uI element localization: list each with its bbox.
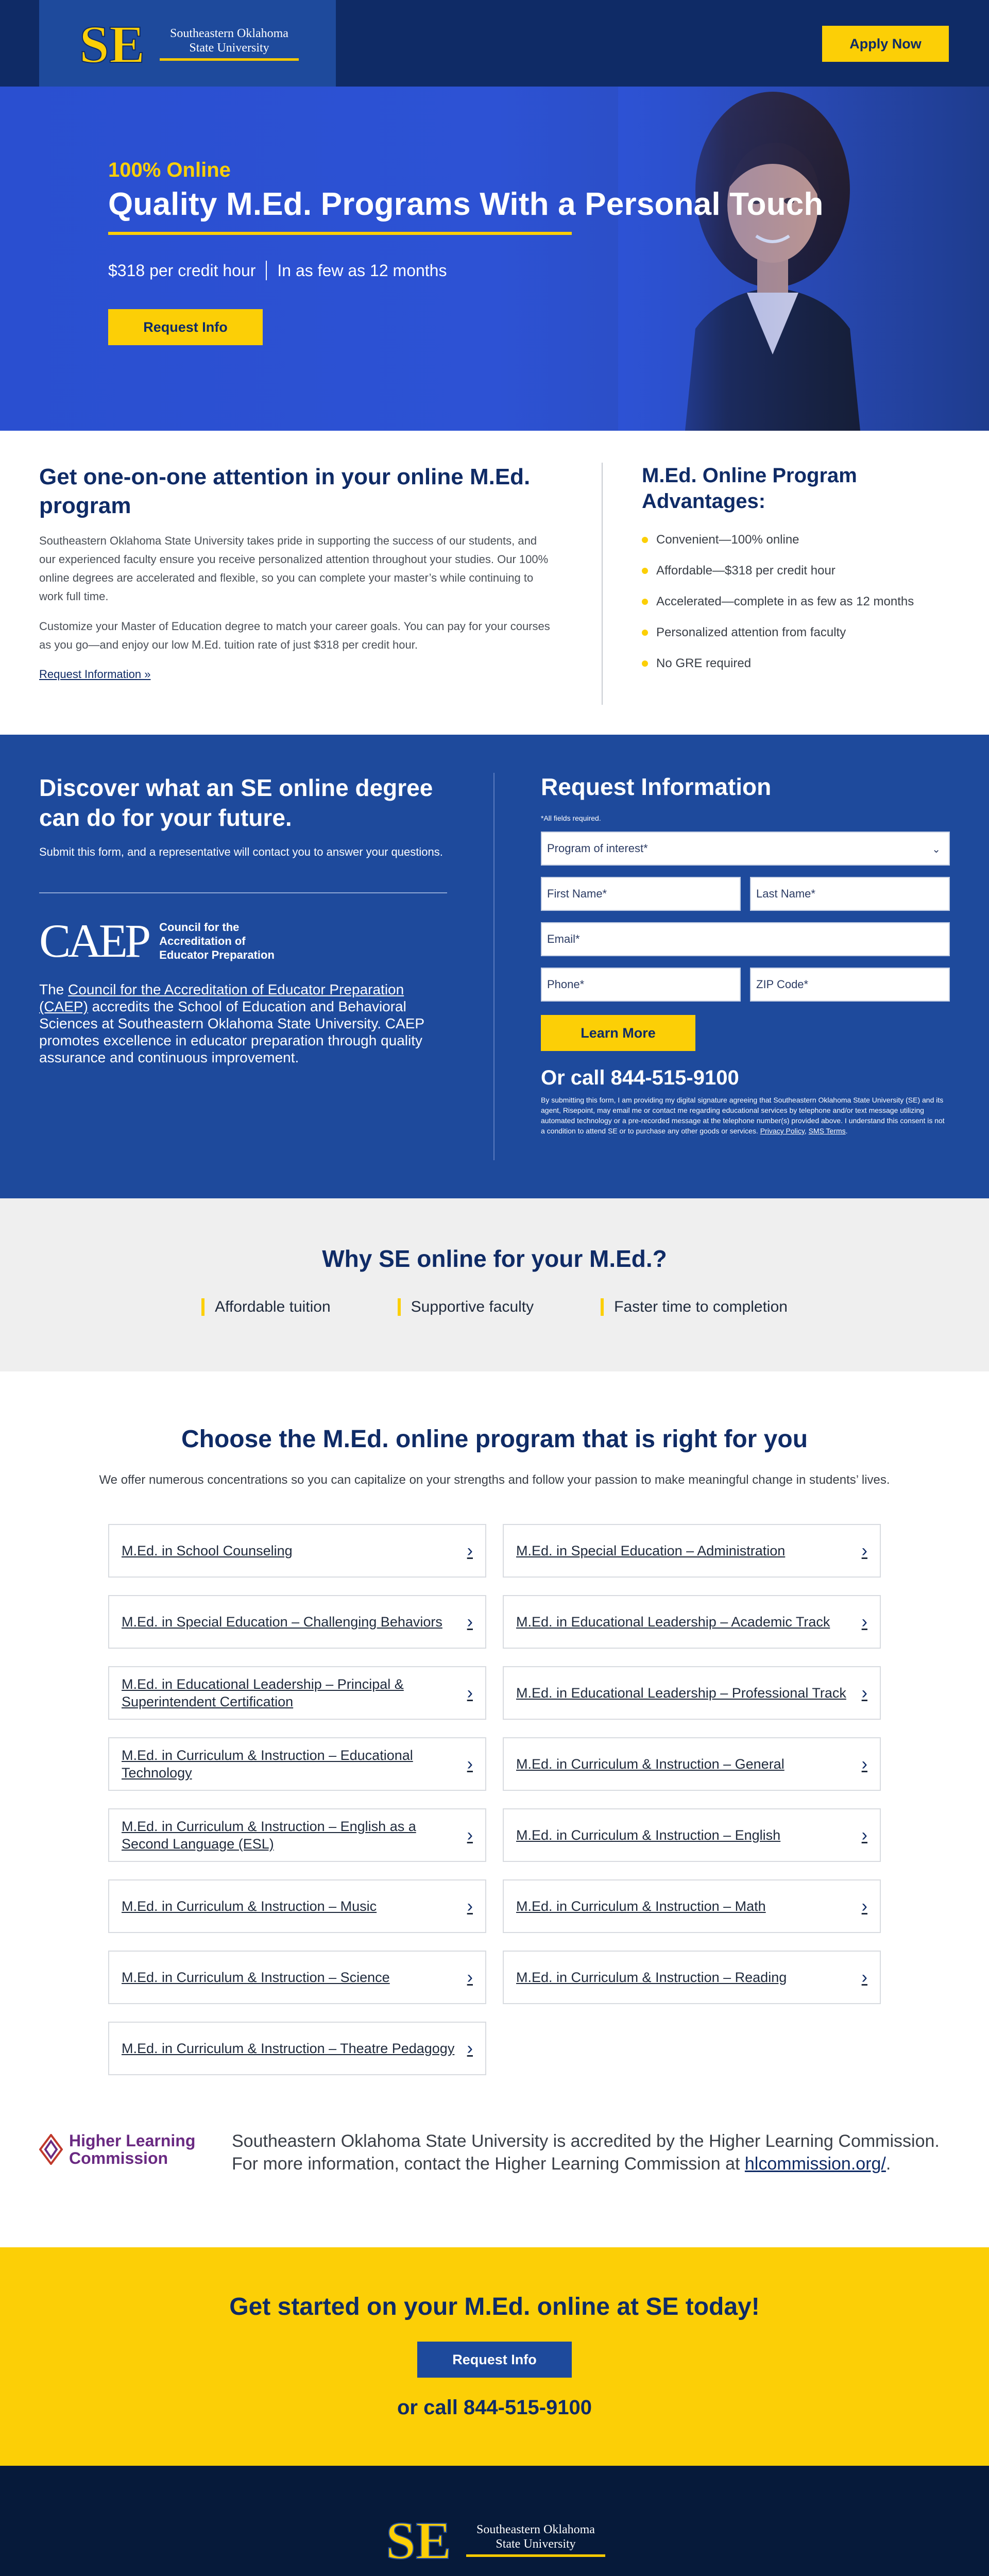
email-field[interactable] — [541, 922, 950, 956]
why-item: Faster time to completion — [601, 1298, 788, 1316]
program-grid — [108, 1524, 881, 2075]
program-card[interactable] — [108, 1951, 486, 2004]
hero-request-info-button[interactable]: Request Info — [108, 309, 263, 345]
advantage-item — [642, 586, 951, 617]
advantage-item — [642, 617, 951, 648]
program-card[interactable] — [503, 1666, 881, 1720]
programs-section — [0, 1371, 989, 2082]
hero-meta — [108, 261, 824, 280]
program-name: M.Ed. in Curriculum & Instruction – Reading — [516, 1970, 787, 1985]
why-se-section — [0, 1198, 989, 1371]
bullet-dot-icon — [642, 660, 648, 667]
program-card[interactable] — [503, 1951, 881, 2004]
program-card[interactable] — [503, 1808, 881, 1862]
chevron-down-icon: ⌄ — [932, 844, 941, 855]
apply-now-button[interactable]: Apply Now — [822, 26, 949, 62]
program-name: M.Ed. in Educational Leadership – Principal & Superintendent Certification — [122, 1676, 404, 1709]
advantage-text: Convenient—100% online — [656, 533, 799, 547]
hero-title: Quality M.Ed. Programs With a Personal Touch — [108, 187, 824, 222]
why-items — [0, 1298, 989, 1316]
hero-banner — [0, 87, 989, 431]
caep-logo-text — [159, 920, 275, 962]
hlc-logo-line-2: Commission — [69, 2149, 168, 2167]
advantage-text: Personalized attention from faculty — [656, 625, 846, 639]
request-information-link[interactable]: Request Information » — [39, 668, 151, 681]
chevron-right-icon: › — [467, 1541, 473, 1561]
footer-logo-line-2: State University — [496, 2537, 576, 2551]
logo-line-2: State University — [189, 41, 269, 55]
chevron-right-icon: › — [861, 1683, 867, 1703]
hlc-link[interactable]: hlcommission.org/ — [744, 2154, 886, 2174]
program-name: M.Ed. in Educational Leadership – Professional Track — [516, 1685, 846, 1701]
svg-text:SE: SE — [79, 15, 145, 72]
bullet-dot-icon — [642, 568, 648, 574]
hlc-text-post: . — [885, 2154, 891, 2174]
program-name: M.Ed. in Educational Leadership – Academic Track — [516, 1614, 830, 1630]
caep-line-2: Accreditation of — [159, 934, 246, 947]
intro-section — [0, 431, 989, 735]
hlc-logo — [39, 2132, 195, 2167]
name-row — [541, 877, 950, 911]
program-card[interactable] — [108, 2022, 486, 2075]
advantage-item — [642, 524, 951, 555]
form-title: Request Information — [541, 773, 772, 800]
se-monogram-icon — [384, 2511, 461, 2568]
form-section-heading: Discover what an SE online degree can do for your future. — [39, 774, 433, 831]
email-placeholder: Email* — [547, 933, 580, 945]
hero-rule — [108, 232, 572, 235]
caep-description — [39, 981, 447, 1066]
university-wordmark — [160, 26, 299, 61]
program-name: M.Ed. in School Counseling — [122, 1543, 293, 1558]
program-name: M.Ed. in Curriculum & Instruction – English as a Second Language (ESL) — [122, 1819, 416, 1852]
caep-text-pre: The — [39, 981, 69, 997]
program-name: M.Ed. in Curriculum & Instruction – English — [516, 1827, 781, 1843]
cta-phone[interactable]: or call 844-515-9100 — [397, 2396, 592, 2419]
chevron-right-icon: › — [467, 1612, 473, 1632]
program-name: M.Ed. in Curriculum & Instruction – Math — [516, 1899, 766, 1914]
form-section-divider — [493, 773, 494, 1160]
hero-kicker: 100% Online — [108, 159, 231, 181]
cta-heading: Get started on your M.Ed. online at SE today! — [229, 2293, 760, 2320]
required-fields-note: *All fields required. — [541, 814, 601, 822]
program-select-value: Program of interest* — [547, 842, 648, 855]
get-started-cta — [0, 2247, 989, 2466]
zip-placeholder: ZIP Code* — [756, 978, 809, 991]
bullet-dot-icon — [642, 630, 648, 636]
why-item: Affordable tuition — [201, 1298, 331, 1316]
hlc-logo-text — [69, 2132, 195, 2167]
programs-lead: We offer numerous concentrations so you can capitalize on your strengths and follow your passion to make meaningful change in students’ lives. — [99, 1473, 890, 1487]
program-card[interactable] — [108, 1595, 486, 1649]
advantage-text: Accelerated—complete in as few as 12 months — [656, 595, 914, 608]
chevron-right-icon: › — [861, 1754, 867, 1774]
program-name: M.Ed. in Curriculum & Instruction – General — [516, 1756, 785, 1772]
advantages-heading: M.Ed. Online Program Advantages: — [642, 464, 857, 513]
program-name: M.Ed. in Curriculum & Instruction – Music — [122, 1899, 377, 1914]
logo-line-1: Southeastern Oklahoma — [170, 26, 288, 40]
footer-logo-underline — [466, 2554, 605, 2557]
program-card[interactable] — [503, 1595, 881, 1649]
chevron-right-icon: › — [861, 1968, 867, 1987]
consent-text: By submitting this form, I am providing my digital signature agreeing that Southeastern Oklahoma State University (SE) and its agent, Risepoint, may email me or contact me regarding educational services by telephone and/or text message utilizing automated technology or a pre-recorded message at the telephone number(s) provided above. I understand this consent is not a condition to attend SE or to purchase any other goods or services. Privacy Policy, SMS Terms. — [541, 1096, 945, 1135]
consent-body: By submitting this form, I am providing my digital signature agreeing that Southeastern Oklahoma State University (SE) and its agent, Risepoint, may email me or contact me regarding educational services by telephone and/or text message utilizing automated technology or a pre-recorded message at the telephone number(s) provided above. I understand this consent is not a condition to attend SE or to purchase any other goods or services. — [541, 1096, 945, 1135]
program-card[interactable] — [108, 1737, 486, 1791]
last-name-placeholder: Last Name* — [756, 887, 815, 900]
chevron-right-icon: › — [861, 1541, 867, 1561]
chevron-right-icon: › — [467, 1896, 473, 1916]
form-section-rule — [39, 892, 447, 893]
request-info-section — [0, 735, 989, 1198]
caep-text-post: accredits the School of Education and Behavioral Sciences at Southeastern Oklahoma State University. CAEP promotes excellence in educator preparation through quality assurance and continuous improvement. — [39, 998, 424, 1065]
intro-divider — [602, 463, 603, 705]
chevron-right-icon: › — [467, 1683, 473, 1703]
hlc-diamond-icon — [39, 2134, 63, 2165]
program-name: M.Ed. in Special Education – Administration — [516, 1543, 786, 1558]
program-card[interactable] — [108, 1879, 486, 1933]
hero-content — [108, 159, 824, 345]
advantage-item — [642, 648, 951, 679]
program-name: M.Ed. in Curriculum & Instruction – Educational Technology — [122, 1748, 413, 1781]
hero-meta-divider — [266, 261, 267, 280]
site-footer — [0, 2466, 989, 2576]
hlc-logo-line-1: Higher Learning — [69, 2131, 196, 2150]
caep-link[interactable]: Council for the Accreditation of Educator Preparation (CAEP) — [39, 981, 404, 1014]
hlc-accreditation-section — [0, 2082, 989, 2247]
privacy-policy-link[interactable]: Privacy Policy — [760, 1127, 805, 1135]
bullet-dot-icon — [642, 599, 648, 605]
chevron-right-icon: › — [861, 1612, 867, 1632]
hlc-text-pre: Southeastern Oklahoma State University is accredited by the Higher Learning Commission. For more information, contact the Higher Learning Commission at — [232, 2131, 940, 2174]
intro-heading: Get one-on-one attention in your online M.Ed. program — [39, 464, 531, 518]
chevron-right-icon: › — [467, 1968, 473, 1987]
intro-paragraph-1: Southeastern Oklahoma State University takes pride in supporting the success of our students, and our experienced faculty ensure you receive personalized attention throughout your studies. Our 100% online degrees are accelerated and flexible, so you can complete your master’s while continuing to work full time. — [39, 534, 549, 603]
program-card[interactable] — [503, 1737, 881, 1791]
program-select[interactable] — [541, 832, 950, 866]
footer-logo[interactable] — [0, 2466, 989, 2568]
learn-more-button[interactable]: Learn More — [541, 1015, 695, 1051]
form-section-subtext: Submit this form, and a representative will contact you to answer your questions. — [39, 845, 443, 858]
chevron-right-icon: › — [467, 1825, 473, 1845]
hero-duration: In as few as 12 months — [277, 261, 447, 280]
program-card[interactable] — [108, 1524, 486, 1578]
program-name: M.Ed. in Special Education – Challenging Behaviors — [122, 1614, 442, 1630]
first-name-field[interactable] — [541, 877, 741, 911]
advantage-text: Affordable—$318 per credit hour — [656, 564, 835, 578]
programs-heading: Choose the M.Ed. online program that is right for you — [181, 1426, 808, 1453]
zip-code-field[interactable] — [750, 968, 950, 1002]
advantages-panel — [642, 463, 951, 679]
phone-placeholder: Phone* — [547, 978, 585, 991]
site-header — [0, 0, 989, 87]
logo-underline — [160, 58, 299, 61]
caep-line-1: Council for the — [159, 920, 240, 934]
cta-request-info-button[interactable]: Request Info — [417, 2342, 572, 2378]
advantage-item — [642, 555, 951, 586]
program-card[interactable] — [108, 1666, 486, 1720]
form-phone-cta[interactable]: Or call 844-515-9100 — [541, 1066, 739, 1089]
why-item: Supportive faculty — [398, 1298, 534, 1316]
why-heading: Why SE online for your M.Ed.? — [322, 1245, 667, 1272]
footer-wordmark — [466, 2522, 605, 2557]
hero-price: $318 per credit hour — [108, 261, 256, 280]
chevron-right-icon: › — [467, 2039, 473, 2058]
bullet-dot-icon — [642, 537, 648, 543]
caep-line-3: Educator Preparation — [159, 948, 275, 961]
chevron-right-icon: › — [861, 1896, 867, 1916]
hlc-statement — [232, 2130, 953, 2175]
request-info-form — [541, 773, 950, 1136]
program-card[interactable] — [503, 1524, 881, 1578]
se-monogram-icon — [77, 15, 155, 72]
advantages-list — [642, 524, 951, 679]
chevron-right-icon: › — [467, 1754, 473, 1774]
program-name: M.Ed. in Curriculum & Instruction – Science — [122, 1970, 390, 1985]
university-logo[interactable] — [39, 0, 336, 87]
phone-field[interactable] — [541, 968, 741, 1002]
footer-logo-line-1: Southeastern Oklahoma — [476, 2522, 595, 2536]
form-section-left — [39, 773, 447, 1066]
svg-text:SE: SE — [386, 2511, 452, 2568]
caep-wordmark: CAEP — [39, 914, 148, 967]
intro-left — [39, 463, 552, 681]
contact-row — [541, 968, 950, 1002]
program-card[interactable] — [503, 1879, 881, 1933]
caep-logo — [39, 914, 447, 967]
intro-paragraph-2: Customize your Master of Education degree to match your career goals. You can pay for your courses as you go—and enjoy our low M.Ed. tuition rate of just $318 per credit hour. — [39, 620, 550, 651]
program-name: M.Ed. in Curriculum & Instruction – Theatre Pedagogy — [122, 2041, 455, 2056]
last-name-field[interactable] — [750, 877, 950, 911]
sms-terms-link[interactable]: SMS Terms — [808, 1127, 846, 1135]
first-name-placeholder: First Name* — [547, 887, 607, 900]
chevron-right-icon: › — [861, 1825, 867, 1845]
advantage-text: No GRE required — [656, 656, 752, 670]
program-card[interactable] — [108, 1808, 486, 1862]
